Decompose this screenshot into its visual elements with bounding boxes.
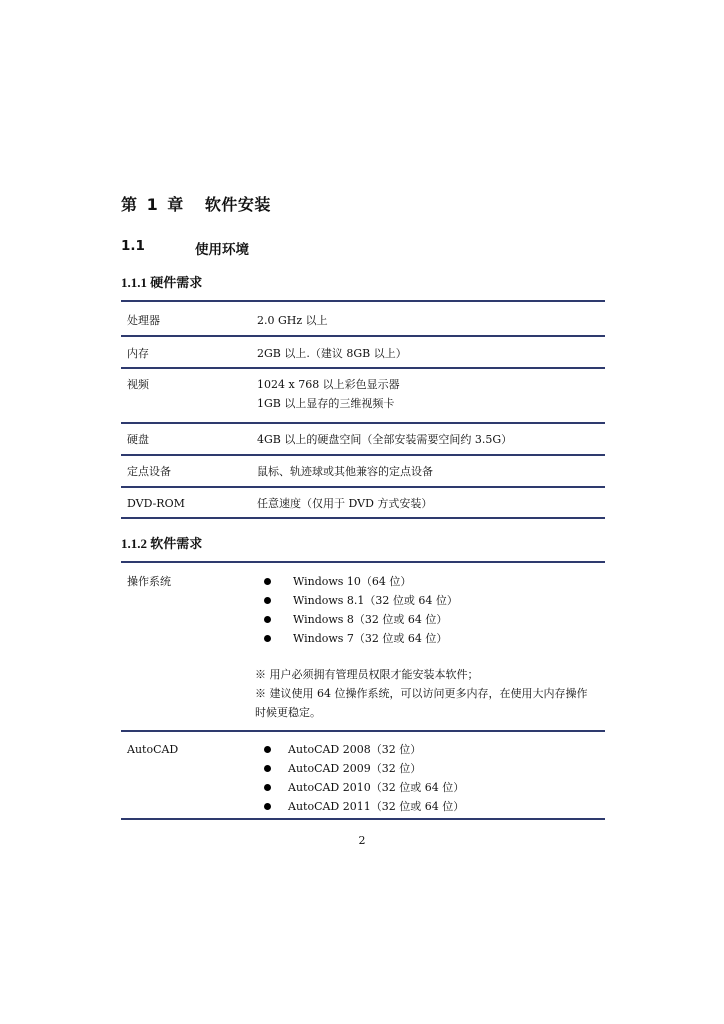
row-label: AutoCAD xyxy=(127,743,179,756)
section-number: 1.1 xyxy=(121,238,145,254)
page-number: 2 xyxy=(358,834,366,847)
bullet-icon xyxy=(264,784,271,791)
table-row xyxy=(121,454,605,486)
row-value: 2GB 以上.（建议 8GB 以上） xyxy=(257,347,407,360)
list-item: AutoCAD 2009（32 位） xyxy=(255,759,605,778)
row-value: 4GB 以上的硬盘空间（全部安装需要空间约 3.5G） xyxy=(257,433,513,446)
list-item: AutoCAD 2010（32 位或 64 位） xyxy=(255,778,605,797)
table-row xyxy=(121,561,605,730)
list-item: AutoCAD 2011（32 位或 64 位） xyxy=(255,797,605,816)
bullet-icon xyxy=(264,578,271,585)
bullet-icon xyxy=(264,746,271,753)
row-value: 2.0 GHz 以上 xyxy=(257,314,328,327)
list-item: Windows 7（32 位或 64 位） xyxy=(255,629,605,648)
row-label: 视频 xyxy=(127,378,149,391)
list-item: Windows 8（32 位或 64 位） xyxy=(255,610,605,629)
row-value: 1024 x 768 以上彩色显示器 xyxy=(257,378,400,391)
table-row xyxy=(121,730,605,820)
hardware-table xyxy=(121,300,605,519)
chapter-name: 软件安装 xyxy=(204,195,271,214)
row-label: 处理器 xyxy=(127,314,160,327)
note: ※ 用户必须拥有管理员权限才能安装本软件； xyxy=(255,668,479,681)
chapter-label: 第 1 章 xyxy=(121,195,184,214)
list-item: Windows 10（64 位） xyxy=(255,572,605,591)
row-value: 1GB 以上显存的三维视频卡 xyxy=(257,397,395,410)
hardware-heading: 1.1.1 硬件需求 xyxy=(121,275,203,290)
row-value: 任意速度（仅用于 DVD 方式安装） xyxy=(257,497,433,510)
row-label: 定点设备 xyxy=(127,465,171,478)
table-row xyxy=(121,486,605,519)
table-row xyxy=(121,367,605,422)
row-label: 硬盘 xyxy=(127,433,149,446)
table-row xyxy=(121,422,605,454)
bullet-icon xyxy=(264,616,271,623)
software-table xyxy=(121,561,605,820)
list-item: Windows 8.1（32 位或 64 位） xyxy=(255,591,605,610)
row-label: 内存 xyxy=(127,347,149,360)
table-row xyxy=(121,335,605,367)
bullet-icon xyxy=(264,765,271,772)
section-title xyxy=(121,238,249,258)
list-item: AutoCAD 2008（32 位） xyxy=(255,740,605,759)
bullet-icon xyxy=(264,803,271,810)
software-heading: 1.1.2 软件需求 xyxy=(121,536,203,551)
bullet-icon xyxy=(264,635,271,642)
bullet-icon xyxy=(264,597,271,604)
row-label: 操作系统 xyxy=(127,575,171,588)
row-label: DVD-ROM xyxy=(127,497,185,510)
chapter-title xyxy=(121,192,271,215)
row-value: 鼠标、轨迹球或其他兼容的定点设备 xyxy=(257,465,433,478)
note: ※ 建议使用 64 位操作系统，可以访问更多内存，在使用大内存操作时候更稳定。 xyxy=(255,687,588,719)
table-row xyxy=(121,300,605,335)
section-name: 使用环境 xyxy=(195,242,249,258)
